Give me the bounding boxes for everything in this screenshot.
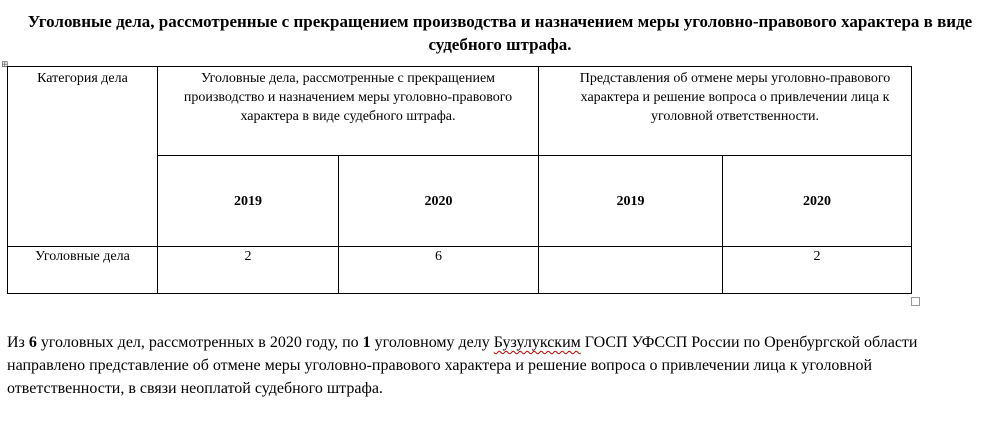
title-line-2: судебного штрафа. xyxy=(428,35,572,54)
statistics-table xyxy=(7,66,912,294)
row-label-cell: Уголовные дела xyxy=(8,247,158,294)
group2-header-cell xyxy=(539,67,912,156)
year-cell: 2020 xyxy=(339,156,539,247)
paragraph-bold-number: 6 xyxy=(28,334,37,351)
title-line-1: Уголовные дела, рассмотренные с прекращением производства и назначением меры уголовно-правового характера в виде xyxy=(27,12,973,31)
value-cell: 2 xyxy=(723,247,912,294)
paragraph-text: ГОСП УФССП России по Оренбургской области направлено представление об отмене меры уголовно-правового характера и решение вопроса о привлечении лица к уголовной ответственности, в связи неоплатой судебного штрафа. xyxy=(7,334,918,397)
group2-header-text: Представления об отмене меры уголовно-правового характера и решение вопроса о привлечении лица к уголовной ответственности. xyxy=(579,71,891,124)
table-move-handle-icon[interactable]: ⊞ xyxy=(1,59,9,69)
spellcheck-flagged-word[interactable]: Бузулукским xyxy=(493,334,581,351)
category-header-text: Категория дела xyxy=(37,71,128,86)
group1-header-cell xyxy=(158,67,539,156)
paragraph-text: уголовному делу xyxy=(370,334,494,351)
paragraph-text: Из xyxy=(7,334,29,351)
paragraph-bold-number: 1 xyxy=(362,334,371,351)
year-cell: 2019 xyxy=(158,156,339,247)
table-resize-handle-icon[interactable] xyxy=(911,297,920,306)
value-cell xyxy=(539,247,723,294)
value-cell: 2 xyxy=(158,247,339,294)
value-cell: 6 xyxy=(339,247,539,294)
document-title xyxy=(0,10,1000,56)
year-cell: 2019 xyxy=(539,156,723,247)
statistics-table-container xyxy=(7,66,912,294)
group1-header-text: Уголовные дела, рассмотренные с прекращением производство и назначением меры уголовно-правового характера в виде судебного штрафа. xyxy=(183,71,513,124)
table-header-row xyxy=(8,67,912,156)
body-paragraph xyxy=(7,331,992,400)
table-row xyxy=(8,247,912,294)
year-cell: 2020 xyxy=(723,156,912,247)
category-header-cell xyxy=(8,67,158,247)
paragraph-text: уголовных дел, рассмотренных в 2020 году, по xyxy=(36,334,363,351)
